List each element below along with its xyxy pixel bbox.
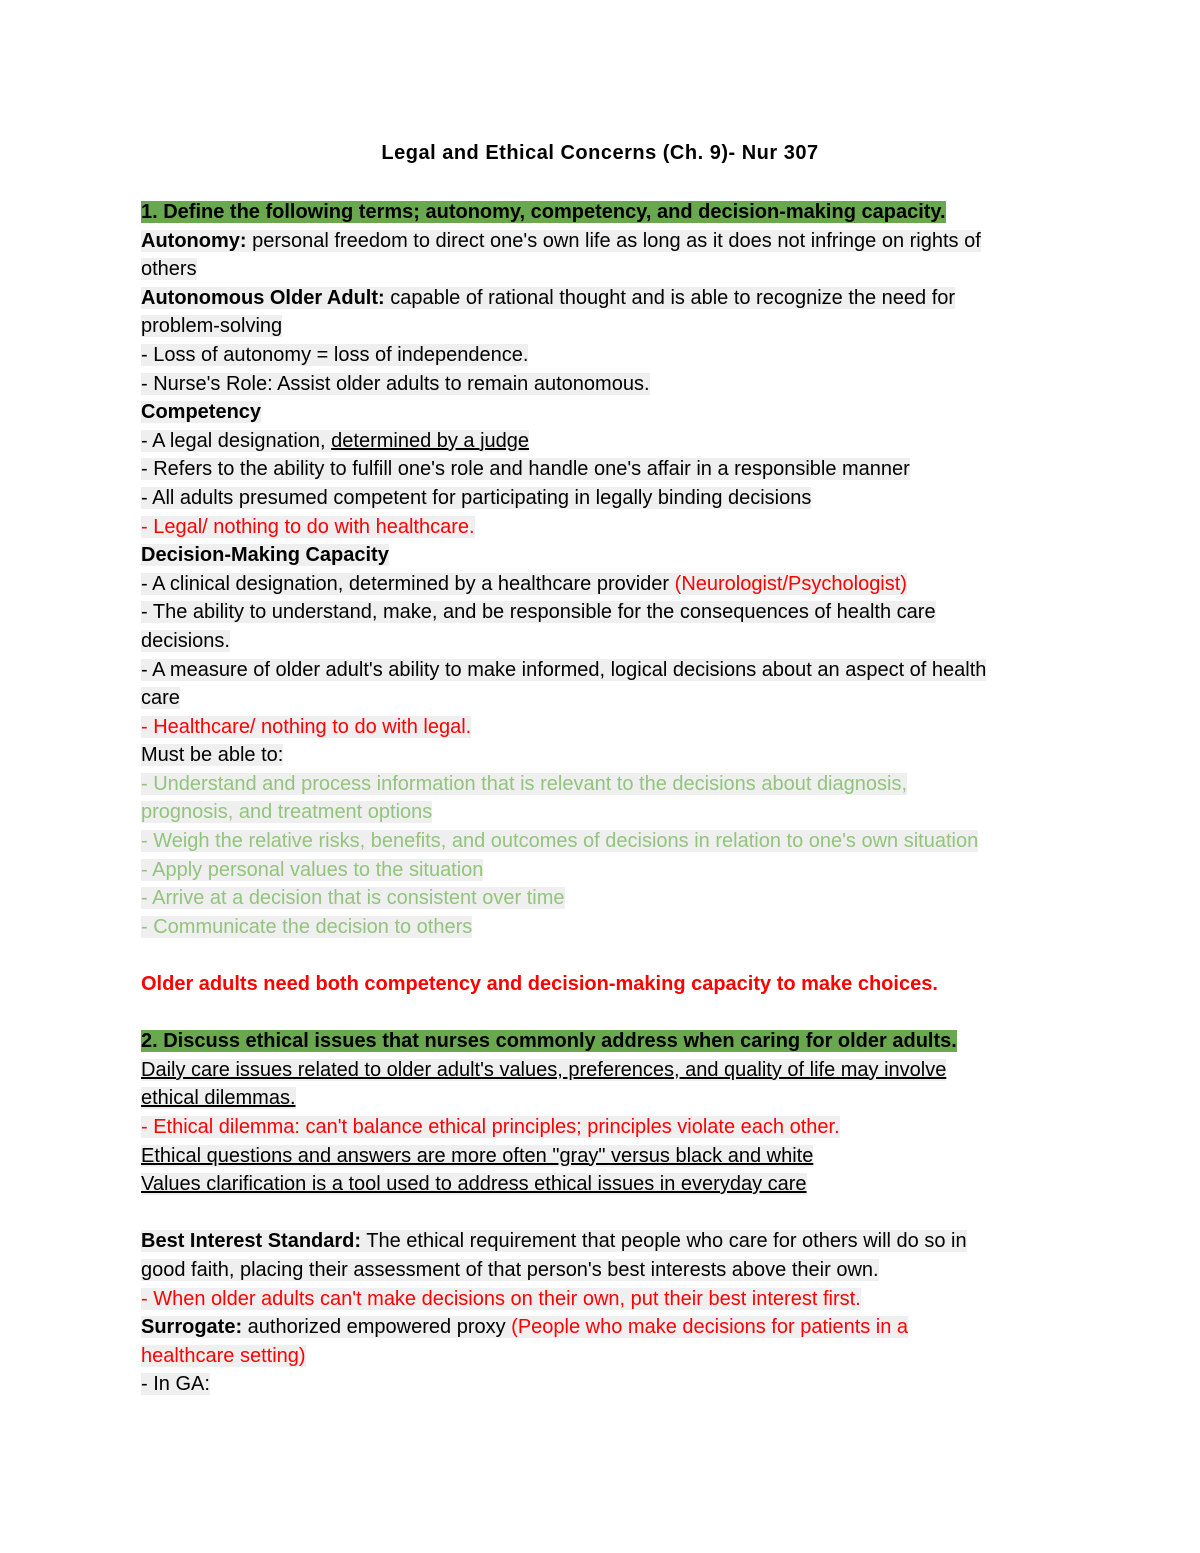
autonomy-line-1 <box>141 227 1071 256</box>
dmc-line-3b <box>141 684 1071 713</box>
dmc-line-2b <box>141 627 1071 656</box>
dmc-line-1 <box>141 570 1071 599</box>
competency-point-2: - Refers to the ability to fulfill one's role and handle one's affair in a responsible manner <box>141 458 910 481</box>
spacer <box>141 1199 1071 1228</box>
must-item-4: - Arrive at a decision that is consistent over time <box>141 887 565 910</box>
autonomous-line-1 <box>141 284 1071 313</box>
must-line-2 <box>141 827 1071 856</box>
must-line-1b <box>141 798 1071 827</box>
must-line <box>141 741 1071 770</box>
must-item-2: - Weigh the relative risks, benefits, and outcomes of decisions in relation to one's own situation <box>141 830 979 853</box>
autonomy-term: Autonomy: <box>141 229 247 252</box>
in-ga-line <box>141 1370 1071 1399</box>
autonomous-definition-cont: problem-solving <box>141 315 283 338</box>
dmc-point-2: - The ability to understand, make, and be responsible for the consequences of health care <box>141 601 936 624</box>
must-line-1 <box>141 770 1071 799</box>
competency-line-4 <box>141 513 1071 542</box>
spacer <box>141 941 1071 970</box>
competency-point-4: - Legal/ nothing to do with healthcare. <box>141 515 475 538</box>
must-item-1-cont: prognosis, and treatment options <box>141 801 433 824</box>
dmc-line-4 <box>141 713 1071 742</box>
page-title: Legal and Ethical Concerns (Ch. 9)- Nur 307 <box>381 142 819 164</box>
autonomy-line-2 <box>141 255 1071 284</box>
bis-line-2 <box>141 1256 1071 1285</box>
bis-note: - When older adults can't make decisions on their own, put their best interest first. <box>141 1287 861 1310</box>
bis-note-line <box>141 1285 1071 1314</box>
loss-line <box>141 341 1071 370</box>
daily-care-issues: Daily care issues related to older adult's values, preferences, and quality of life may involve <box>141 1058 947 1081</box>
section-1-heading-line <box>141 198 1071 227</box>
daily-line-1 <box>141 1056 1071 1085</box>
must-line-4 <box>141 884 1071 913</box>
dmc-point-2-cont: decisions. <box>141 629 230 652</box>
bis-line-1 <box>141 1227 1071 1256</box>
must-item-5: - Communicate the decision to others <box>141 915 473 938</box>
competency-point-3: - All adults presumed competent for participating in legally binding decisions <box>141 486 812 509</box>
dilemma-line <box>141 1113 1071 1142</box>
dmc-heading-line <box>141 541 1071 570</box>
must-item-3: - Apply personal values to the situation <box>141 858 484 881</box>
conclusion: Older adults need both competency and decision-making capacity to make choices. <box>141 973 938 996</box>
dmc-line-2 <box>141 598 1071 627</box>
autonomous-line-2 <box>141 312 1071 341</box>
document-body <box>141 198 1071 1399</box>
must-item-1: - Understand and process information that is relevant to the decisions about diagnosis, <box>141 772 907 795</box>
values-clarification: Values clarification is a tool used to address ethical issues in everyday care <box>141 1173 807 1196</box>
surrogate-note: (People who make decisions for patients in a <box>511 1316 909 1339</box>
dmc-point-1-note: (Neurologist/Psychologist) <box>674 572 907 595</box>
surrogate-note-cont: healthcare setting) <box>141 1344 306 1367</box>
gray-questions: Ethical questions and answers are more often "gray" versus black and white <box>141 1144 814 1167</box>
gray-line <box>141 1142 1071 1171</box>
must-be-able-to: Must be able to: <box>141 744 284 767</box>
competency-term: Competency <box>141 401 262 424</box>
daily-line-2 <box>141 1084 1071 1113</box>
dmc-line-3 <box>141 656 1071 685</box>
ethical-dilemma: - Ethical dilemma: can't balance ethical principles; principles violate each other. <box>141 1116 840 1138</box>
autonomous-definition: capable of rational thought and is able to recognize the need for <box>384 286 956 309</box>
competency-line-3 <box>141 484 1071 513</box>
autonomous-term: Autonomous Older Adult: <box>141 286 385 309</box>
in-ga: - In GA: <box>141 1373 210 1396</box>
spacer <box>141 999 1071 1028</box>
surrogate-definition: authorized empowered proxy <box>242 1316 512 1339</box>
dmc-point-3-cont: care <box>141 687 180 710</box>
conclusion-line <box>141 970 1071 999</box>
surrogate-line-1 <box>141 1313 1071 1342</box>
values-line <box>141 1170 1071 1199</box>
autonomy-definition: personal freedom to direct one's own life as long as it does not infringe on rights of <box>246 229 981 252</box>
surrogate-line-2 <box>141 1342 1071 1371</box>
section-2-heading-line <box>141 1027 1071 1056</box>
must-line-3 <box>141 856 1071 885</box>
must-line-5 <box>141 913 1071 942</box>
daily-care-issues-cont: ethical dilemmas. <box>141 1087 296 1110</box>
dmc-point-3: - A measure of older adult's ability to make informed, logical decisions about an aspect of health <box>141 658 987 681</box>
surrogate-term: Surrogate: <box>141 1316 243 1339</box>
bis-definition-cont: good faith, placing their assessment of that person's best interests above their own. <box>141 1258 879 1281</box>
competency-heading-line <box>141 398 1071 427</box>
competency-line-2 <box>141 455 1071 484</box>
dmc-point-4: - Healthcare/ nothing to do with legal. <box>141 715 472 738</box>
nurse-role: - Nurse's Role: Assist older adults to remain autonomous. <box>141 372 650 395</box>
nurse-role-line <box>141 370 1071 399</box>
autonomy-definition-cont: others <box>141 258 197 281</box>
competency-point-1-underlined: determined by a judge <box>331 429 530 452</box>
dmc-point-1: - A clinical designation, determined by a healthcare provider <box>141 572 675 595</box>
bis-definition: The ethical requirement that people who care for others will do so in <box>361 1230 967 1253</box>
loss-of-autonomy: - Loss of autonomy = loss of independence. <box>141 343 529 366</box>
section-1-heading: 1. Define the following terms; autonomy, competency, and decision-making capacity. <box>141 201 946 223</box>
dmc-term: Decision-Making Capacity <box>141 544 389 567</box>
bis-term: Best Interest Standard: <box>141 1230 362 1253</box>
competency-point-1: - A legal designation, <box>141 429 332 452</box>
competency-line-1 <box>141 427 1071 456</box>
section-2-heading: 2. Discuss ethical issues that nurses commonly address when caring for older adults. <box>141 1030 957 1053</box>
